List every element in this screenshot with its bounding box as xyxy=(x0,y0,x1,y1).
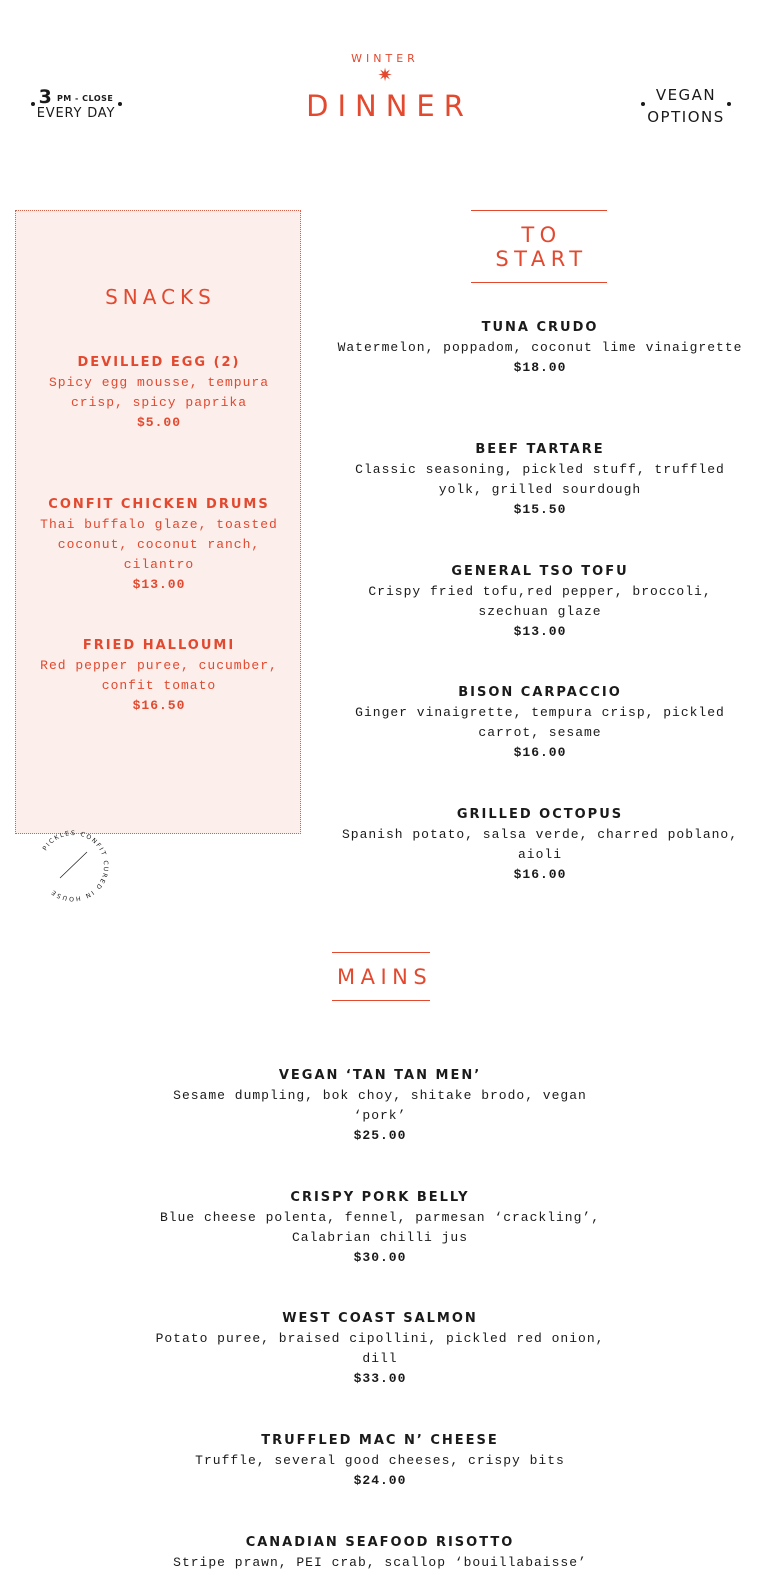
mains-heading xyxy=(332,952,433,1001)
menu-brand xyxy=(285,52,485,123)
item-name: BEEF TARTARE xyxy=(475,442,605,457)
to-start-title: TO START xyxy=(495,223,588,271)
item-name: WEST COAST SALMON xyxy=(282,1311,478,1326)
item-price: $13.00 xyxy=(513,624,567,639)
house-stamp-icon xyxy=(33,826,113,906)
mains-title: MAINS xyxy=(337,965,433,989)
menu-item xyxy=(130,1311,630,1389)
menu-item xyxy=(130,1535,630,1573)
item-desc: Ginger vinaigrette, tempura crisp, pickled carrot, sesame xyxy=(355,705,725,740)
item-desc: Spanish potato, salsa verde, charred poblano, aioli xyxy=(341,827,739,862)
item-desc: Sesame dumpling, bok choy, shitake brodo, vegan ‘pork’ xyxy=(173,1088,587,1123)
item-name: BISON CARPACCIO xyxy=(458,685,622,700)
item-name: CRISPY PORK BELLY xyxy=(290,1190,470,1205)
menu-title: DINNER xyxy=(306,89,473,123)
bullet-dot xyxy=(118,102,122,106)
item-price: $16.00 xyxy=(513,745,567,760)
item-price: $15.50 xyxy=(513,502,567,517)
menu-item xyxy=(130,1433,630,1491)
item-name: VEGAN ‘TAN TAN MEN’ xyxy=(278,1068,482,1083)
item-price: $18.00 xyxy=(513,360,567,375)
item-name: TRUFFLED MAC N’ CHEESE xyxy=(261,1433,499,1448)
item-desc: Truffle, several good cheeses, crispy bits xyxy=(195,1453,565,1468)
item-name: CANADIAN SEAFOOD RISOTTO xyxy=(245,1535,515,1550)
hours-suffix: PM - CLOSE xyxy=(56,94,114,103)
item-price: $16.50 xyxy=(132,698,186,713)
menu-item xyxy=(330,320,750,378)
item-name: GRILLED OCTOPUS xyxy=(456,807,624,822)
item-name: FRIED HALLOUMI xyxy=(82,638,236,653)
item-desc: Stripe prawn, PEI crab, scallop ‘bouillabaisse’ xyxy=(173,1555,587,1570)
bullet-dot xyxy=(727,102,731,106)
menu-item xyxy=(330,442,750,520)
menu-item xyxy=(330,685,750,763)
to-start-heading xyxy=(471,210,607,283)
hours-number: 3 xyxy=(38,86,52,108)
item-price: $25.00 xyxy=(353,1128,407,1143)
item-desc: Blue cheese polenta, fennel, parmesan ‘crackling’, Calabrian chilli jus xyxy=(159,1210,601,1245)
item-name: GENERAL TSO TOFU xyxy=(451,564,629,579)
vegan-line1: VEGAN xyxy=(655,86,717,104)
item-price: $13.00 xyxy=(132,577,186,592)
item-desc: Spicy egg mousse, tempura crisp, spicy paprika xyxy=(48,375,270,410)
item-desc: Classic seasoning, pickled stuff, truffled yolk, grilled sourdough xyxy=(355,462,725,497)
menu-item xyxy=(38,638,280,716)
item-desc: Crispy fried tofu,red pepper, broccoli, szechuan glaze xyxy=(368,584,712,619)
menu-header xyxy=(0,0,770,170)
item-name: DEVILLED EGG (2) xyxy=(77,355,241,370)
item-desc: Red pepper puree, cucumber, confit tomato xyxy=(40,658,278,693)
item-price: $5.00 xyxy=(136,415,181,430)
item-desc: Watermelon, poppadom, coconut lime vinaigrette xyxy=(337,340,743,355)
item-desc: Thai buffalo glaze, toasted coconut, coconut ranch, cilantro xyxy=(40,517,278,572)
vegan-line2: OPTIONS xyxy=(647,108,725,126)
snacks-panel xyxy=(15,210,301,834)
menu-item xyxy=(330,564,750,642)
item-price: $16.00 xyxy=(513,867,567,882)
menu-item xyxy=(130,1068,630,1146)
hours-badge xyxy=(30,86,122,121)
menu-item xyxy=(130,1190,630,1268)
item-price: $24.00 xyxy=(353,1473,407,1488)
menu-item xyxy=(38,497,280,595)
item-price: $30.00 xyxy=(353,1250,407,1265)
item-name: CONFIT CHICKEN DRUMS xyxy=(48,497,270,512)
season-label: WINTER xyxy=(351,52,419,65)
snacks-title: SNACKS xyxy=(105,285,216,309)
vegan-badge xyxy=(640,84,732,128)
item-price: $33.00 xyxy=(353,1371,407,1386)
item-desc: Potato puree, braised cipollini, pickled red onion, dill xyxy=(155,1331,605,1366)
snowflake-icon: ✷ xyxy=(377,65,393,86)
hours-days: EVERY DAY xyxy=(36,106,116,121)
item-name: TUNA CRUDO xyxy=(481,320,599,335)
menu-item xyxy=(330,807,750,885)
menu-item xyxy=(38,355,280,433)
stamp-text: PICKLES CONFIT CURED IN HOUSE xyxy=(41,829,110,903)
